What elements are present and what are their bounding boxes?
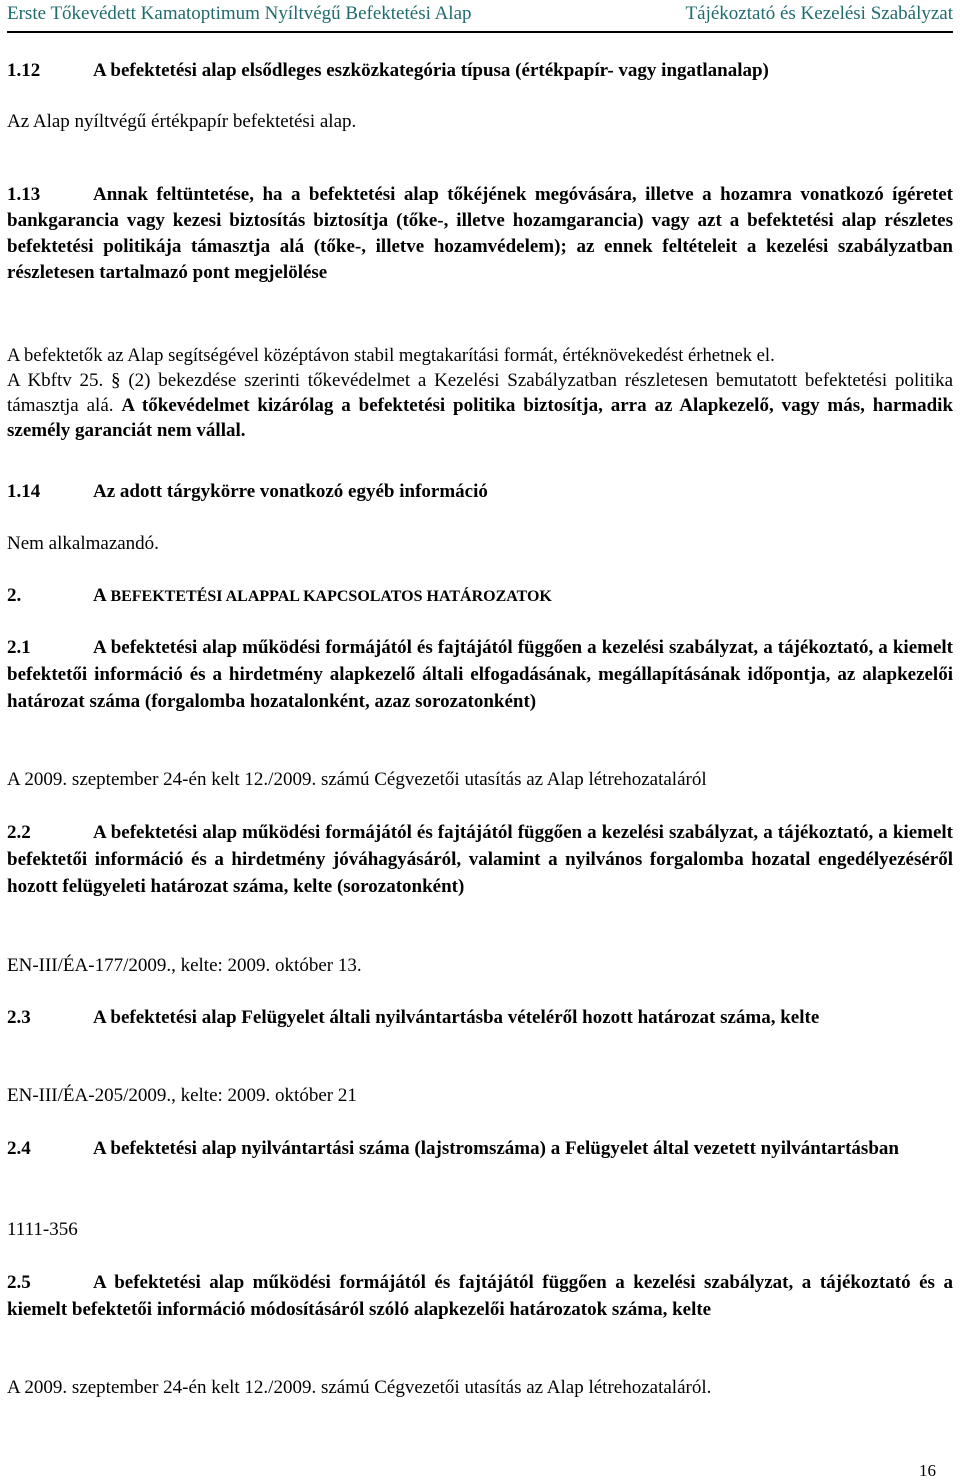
- chapter-title-initial: A: [93, 585, 106, 606]
- section-title: A befektetési alap nyilvántartási száma (lajstromszáma) a Felügyelet által vezetett nyilvántartásban: [93, 1138, 899, 1159]
- section-2-4-body: 1111-356: [7, 1219, 78, 1240]
- section-2-5-body: A 2009. szeptember 24-én kelt 12./2009. számú Cégvezetői utasítás az Alap létrehozataláról.: [7, 1377, 712, 1398]
- header-document-type: Tájékoztató és Kezelési Szabályzat: [685, 3, 953, 24]
- section-number: 2.: [7, 585, 22, 606]
- section-number: 2.5: [7, 1272, 31, 1293]
- page-header: [7, 2, 953, 26]
- header-divider: [7, 31, 953, 33]
- section-number: 2.4: [7, 1138, 31, 1159]
- section-title: A befektetési alap működési formájától és fajtájától függően a kezelési szabályzat, a tájékoztató, a kiemelt befektetői információ és a hirdetmény jóváhagyásáról, valamint a nyilvános forgalomba hozatal engedélyezéséről hozott felügyeleti határozat száma, kelte (sorozatonként): [7, 822, 953, 897]
- chapter-title-rest: BEFEKTETÉSI ALAPPAL KAPCSOLATOS HATÁROZATOK: [110, 588, 552, 605]
- capital-protection-text: A Kbftv 25. § (2) bekezdése szerinti tőkevédelmet a Kezelési Szabályzatban részletesen bemutatott befektetési politika támasztja alá.: [7, 370, 953, 416]
- section-number: 2.1: [7, 637, 31, 658]
- section-title: A befektetési alap Felügyelet általi nyilvántartásba vételéről hozott határozat száma, kelte: [93, 1007, 820, 1028]
- section-1-14-heading: [7, 478, 953, 505]
- section-number: 1.14: [7, 481, 41, 502]
- section-1-12-body: Az Alap nyíltvégű értékpapír befektetési alap.: [7, 111, 357, 132]
- section-title: Az adott tárgykörre vonatkozó egyéb információ: [93, 481, 488, 502]
- section-2-3-body: EN-III/ÉA-205/2009., kelte: 2009. október 21: [7, 1085, 357, 1106]
- section-2-1-body: A 2009. szeptember 24-én kelt 12./2009. számú Cégvezetői utasítás az Alap létrehozataláról: [7, 769, 707, 790]
- section-number: 1.13: [7, 184, 41, 205]
- section-number: 2.3: [7, 1007, 31, 1028]
- section-2-2-body: EN-III/ÉA-177/2009., kelte: 2009. október 13.: [7, 955, 362, 976]
- section-2-1-heading: [7, 634, 953, 715]
- section-1-13-heading: [7, 182, 953, 286]
- section-title: A befektetési alap működési formájától és fajtájától függően a kezelési szabályzat, a tájékoztató és a kiemelt befektetői információ módosításáról szóló alapkezelői határozatok száma, kelte: [7, 1272, 953, 1320]
- section-2-5-heading: [7, 1269, 953, 1323]
- section-2-4-heading: [7, 1135, 953, 1162]
- section-number: 2.2: [7, 822, 31, 843]
- page-number: 16: [919, 1461, 936, 1480]
- chapter-2-heading: [7, 582, 953, 610]
- section-2-2-heading: [7, 819, 953, 900]
- section-1-14-body: Nem alkalmazandó.: [7, 533, 159, 554]
- section-1-13-body: [7, 368, 953, 443]
- header-fund-name: Erste Tőkevédett Kamatoptimum Nyíltvégű Befektetési Alap: [7, 3, 472, 24]
- section-1-13-body-intro: A befektetők az Alap segítségével középtávon stabil megtakarítási formát, értéknövekedést érhetnek el.: [7, 345, 775, 366]
- section-title: Annak feltüntetése, ha a befektetési alap tőkéjének megóvására, illetve a hozamra vonatkozó ígéretet bankgarancia vagy kezesi biztosítás biztosítja (tőke-, illetve hozamgarancia) vagy azt a befektetési alap részletes befektetési politikája támasztja alá (tőke-, illetve hozamvédelem); az ennek feltételeit a kezelési szabályzatban részletesen tartalmazó pont megjelölése: [7, 184, 953, 283]
- section-number: 1.12: [7, 60, 41, 81]
- section-title: A befektetési alap működési formájától és fajtájától függően a kezelési szabályzat, a tájékoztató, a kiemelt befektetői információ és a hirdetmény alapkezelő általi elfogadásának, megállapításának időpontja, az alapkezelői határozat száma (forgalomba hozatalonként, azaz sorozatonként): [7, 637, 953, 712]
- section-2-3-heading: [7, 1004, 953, 1031]
- no-guarantee-text: A tőkevédelmet kizárólag a befektetési politika biztosítja, arra az Alapkezelő, vagy más, harmadik személy garanciát nem vállal.: [7, 395, 954, 441]
- section-title: A befektetési alap elsődleges eszközkategória típusa (értékpapír- vagy ingatlanalap): [93, 60, 769, 81]
- section-1-12-heading: [7, 57, 953, 84]
